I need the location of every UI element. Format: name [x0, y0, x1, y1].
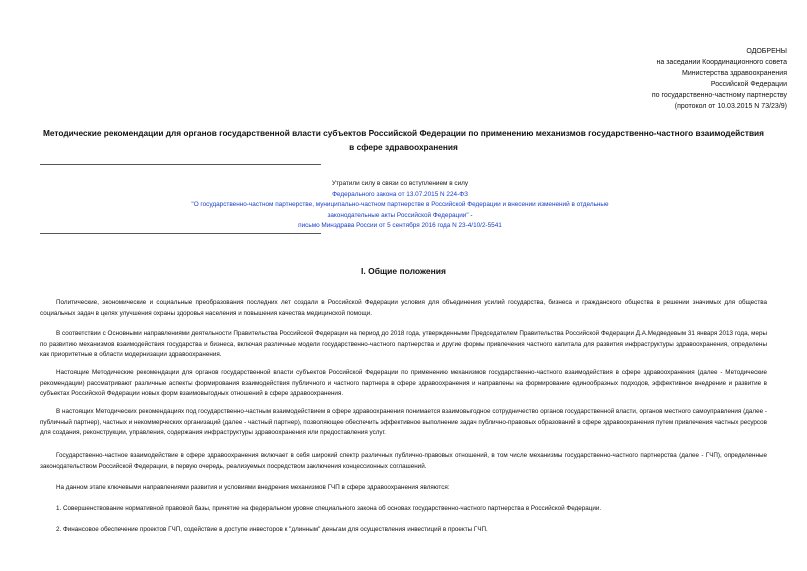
notice-separator: - — [468, 211, 473, 219]
approval-block — [652, 46, 787, 112]
list-item: 2. Финансовое обеспечение проектов ГЧП, содействие в доступе инвесторов к "длинным" деньгам для осуществления инвестиций в проекты ГЧП. — [56, 526, 488, 533]
paragraph: В настоящих Методических рекомендациях под государственно-частным взаимодействием в сфере здравоохранения понимается взаимовыгодное сотрудничество органов государственной власти, органов местного самоуправления (далее - публичный партнер), частных и некоммерческих организаций (далее - частный партнер), позволяющее обеспечить эффективное выполнение задач публично-правовых образований в сфере здравоохранения путем привлечения частных ресурсов для создания, реконструкции, управления, содержания инфраструктуры здравоохранения или предоставления услуг. — [40, 408, 767, 437]
paragraph: Настоящие Методические рекомендации для органов государственной власти субъектов Российской Федерации по применению механизмов государственно-частного взаимодействия в сфере здравоохранения (далее - Методические рекомендации) рассматривают различные аспекты формирования взаимодействия публичного и частного партнера в сфере здравоохранения и направлены на формирование единообразных подходов, эффективное внедрение и развитие в субъектах Российской Федерации новых форм взаимовыгодных отношений в сфере здравоохранения. — [40, 369, 767, 398]
section-heading: I. Общие положения — [361, 266, 446, 276]
repeal-notice — [190, 179, 610, 232]
approval-line: Министерства здравоохранения — [682, 70, 787, 77]
law-title-link[interactable]: "О государственно-частном партнерстве, муниципально-частном партнерстве в Российской Федерации и внесении изменений в отдельные законодательные акты Российской Федерации" — [191, 201, 609, 219]
paragraph: Государственно-частное взаимодействие в сфере здравоохранения включает в себя широкий спектр различных публично-правовых отношений, в том числе механизмы государственно-частного партнерства (далее - ГЧП), определенные законодательством Российской Федерации, в первую очередь, реализуемых посредством заключения концессионных соглашений. — [40, 452, 767, 470]
paragraph: В соответствии с Основными направлениями деятельности Правительства Российской Федерации на период до 2018 года, утвержденными Председателем Правительства Российской Федерации Д.А.Медведевым 31 января 2013 года, меры по развитию механизмов взаимодействия государства и бизнеса, включая различные модели государственно-частного партнерства и другие формы привлечения частного капитала для развития инфраструктуры здравоохранения, определены как приоритетные в области модернизации здравоохранения. — [40, 330, 767, 359]
notice-text: Утратили силу в связи со вступлением в силу — [331, 180, 469, 187]
paragraph: Политические, экономические и социальные преобразования последних лет создали в Российской Федерации условия для объединения усилий государства, бизнеса и гражданского общества в решении значимых для общества социальных задач в целях улучшения охраны здоровья населения и повышения качества медицинской помощи. — [40, 299, 767, 317]
approval-line: ОДОБРЕНЫ — [746, 48, 787, 55]
approval-line: (протокол от 10.03.2015 N 73/23/9) — [674, 103, 787, 110]
divider-top — [40, 164, 321, 165]
document-title: Методические рекомендации для органов государственной власти субъектов Российской Федерации по применению механизмов государственно-частного взаимодействия в сфере здравоохранения — [42, 128, 764, 152]
divider-bottom — [40, 233, 321, 234]
paragraph: На данном этапе ключевыми направлениями развития и условиями внедрения механизмов ГЧП в сфере здравоохранения являются: — [56, 484, 450, 491]
approval-line: по государственно-частному партнерству — [651, 92, 787, 99]
approval-line: на заседании Координационного совета — [656, 59, 787, 66]
approval-line: Российской Федерации — [710, 81, 787, 88]
list-item: 1. Совершенствование нормативной правовой базы, принятие на федеральном уровне специального закона об основах государственно-частного партнерства в Российской Федерации. — [56, 505, 602, 512]
letter-link[interactable]: письмо Минздрава России от 5 сентября 2016 года N 23-4/10/2-5541 — [298, 222, 502, 230]
law-link[interactable]: Федерального закона от 13.07.2015 N 224-ФЗ — [332, 190, 468, 198]
